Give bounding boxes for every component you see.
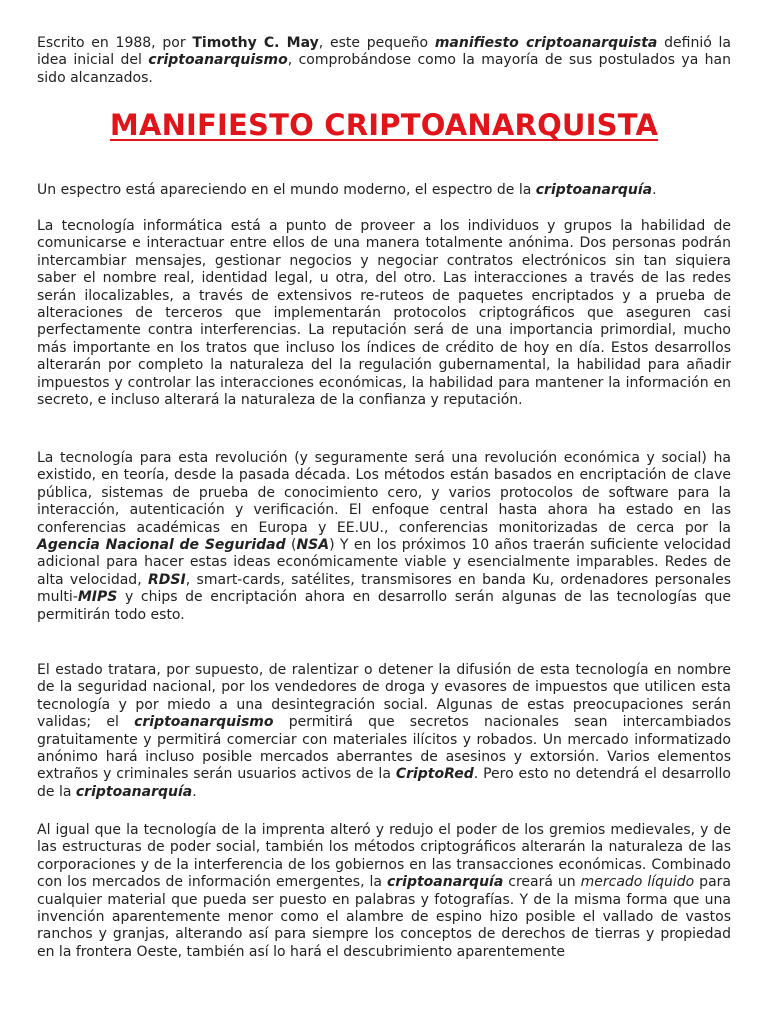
page-title: MANIFIESTO CRIPTOANARQUISTA bbox=[109, 108, 659, 142]
emphasis-text: MIPS bbox=[77, 589, 118, 606]
text-run: El estado tratara, por supuesto, de ralentizar o detener la difusión de esta tecnología en nombre de la seguridad nacional, por los vendedores de droga y evasores de impuestos que utilicen esta tecnología y por miedo a una desintegración social. Algunas de estas preocupaciones serán validas; el bbox=[37, 662, 731, 731]
emphasis-text: CriptoRed bbox=[395, 766, 474, 783]
paragraph-2 bbox=[37, 218, 731, 409]
text-run: creará un bbox=[503, 874, 581, 891]
paragraph-3 bbox=[37, 450, 731, 624]
text-run: ( bbox=[285, 537, 297, 554]
text-run: permitirá que secretos nacionales sean intercambiados gratuitamente y permitirá comerciar con materiales ilícitos y robados. Un mercado informatizado anónimo hará incluso posible mercados aberrantes de asesinos y extorsión. Varios elementos extraños y criminales serán usuarios activos de la bbox=[37, 714, 731, 783]
paragraph-1 bbox=[37, 182, 731, 199]
text-run: , este pequeño bbox=[318, 35, 435, 51]
emphasis-text: mercado líquido bbox=[580, 874, 695, 891]
text-run: . bbox=[652, 182, 657, 198]
emphasis-text: criptoanarquismo bbox=[148, 52, 288, 69]
emphasis-text: criptoanarquía bbox=[386, 874, 504, 891]
text-run: definió la idea inicial del bbox=[37, 35, 732, 69]
text-run: y chips de encriptación ahora en desarrollo serán algunas de las tecnologías que permitirán todo esto. bbox=[37, 589, 731, 623]
text-run: , smart-cards, satélites, transmisores en banda Ku, ordenadores personales multi- bbox=[37, 571, 731, 606]
emphasis-text: criptoanarquismo bbox=[134, 714, 274, 731]
text-run: , comprobándose como la mayoría de sus postulados ya han sido alcanzados. bbox=[37, 52, 731, 86]
emphasis-text: manifiesto criptoanarquista bbox=[434, 35, 658, 51]
intro-paragraph bbox=[37, 35, 731, 87]
text-run: . bbox=[192, 783, 197, 800]
text-run: para cualquier material que pueda ser puesto en palabras y fotografías. Y de la misma forma que una invención aparentemente menor como el alambre de espino hizo posible el vallado de vastos ranchos y granjas, alterando así para siempre los conceptos de derechos de tierras y propiedad en la frontera Oeste, también así lo hará el descubrimiento aparentemente bbox=[37, 874, 731, 960]
paragraph-5 bbox=[37, 822, 731, 961]
emphasis-text: NSA bbox=[296, 537, 330, 554]
emphasis-text: RDSI bbox=[148, 571, 186, 588]
text-run: ) Y en los próximos 10 años traerán suficiente velocidad adicional para hacer estas ideas económicamente viable y esencialmente imparables. Redes de alta velocidad, bbox=[37, 537, 731, 588]
text-run: Escrito en 1988, por bbox=[37, 35, 193, 51]
text-run: . Pero esto no detendrá el desarrollo de la bbox=[37, 766, 731, 800]
emphasis-text: Timothy C. May bbox=[192, 35, 319, 51]
text-run: La tecnología para esta revolución (y seguramente será una revolución económica y social) ha existido, en teoría, desde la pasada década. Los métodos están basados en encriptación de clave pública, sistemas de prueba de conocimiento cero, y varios protocolos de software para la interacción, autenticación y verificación. El enfoque central hasta ahora ha estado en las conferencias académicas en Europa y EE.UU., conferencias monitorizadas de cerca por la bbox=[37, 450, 731, 536]
emphasis-text: criptoanarquía bbox=[75, 783, 193, 800]
text-run: Al igual que la tecnología de la imprenta alteró y redujo el poder de los gremios medievales, y de las estructuras de poder social, también los métodos criptográficos alterarán la naturaleza de las corporaciones y de la interferencia de los gobiernos en las transacciones económicas. Combinado con los mercados de información emergentes, la bbox=[37, 822, 731, 891]
paragraph-4 bbox=[37, 662, 731, 801]
emphasis-text: criptoanarquía bbox=[535, 182, 653, 198]
text-run: La tecnología informática está a punto de proveer a los individuos y grupos la habilidad de comunicarse e interactuar entre ellos de una manera totalmente anónima. Dos personas podrán intercambiar mensajes, gestionar negocios y negociar contratos electrónicos sin tan siquiera saber el nombre real, identidad legal, u otra, del otro. Las interacciones a través de las redes serán ilocalizables, a través de extensivos re-ruteos de paquetes encriptados y a prueba de alteraciones de terceros que implementarán protocolos criptográficos que aseguren casi perfectamente contra interferencias. La reputación será de una importancia primordial, mucho más importante en los tratos que incluso los índices de crédito de hoy en día. Estos desarrollos alterarán por completo la naturaleza del la regulación gubernamental, la habilidad para añadir impuestos y controlar las interacciones económicas, la habilidad para mantener la información en secreto, e incluso alterará la naturaleza de la confianza y reputación. bbox=[37, 218, 731, 409]
text-run: Un espectro está apareciendo en el mundo moderno, el espectro de la bbox=[37, 182, 536, 198]
emphasis-text: Agencia Nacional de Seguridad bbox=[37, 537, 286, 554]
